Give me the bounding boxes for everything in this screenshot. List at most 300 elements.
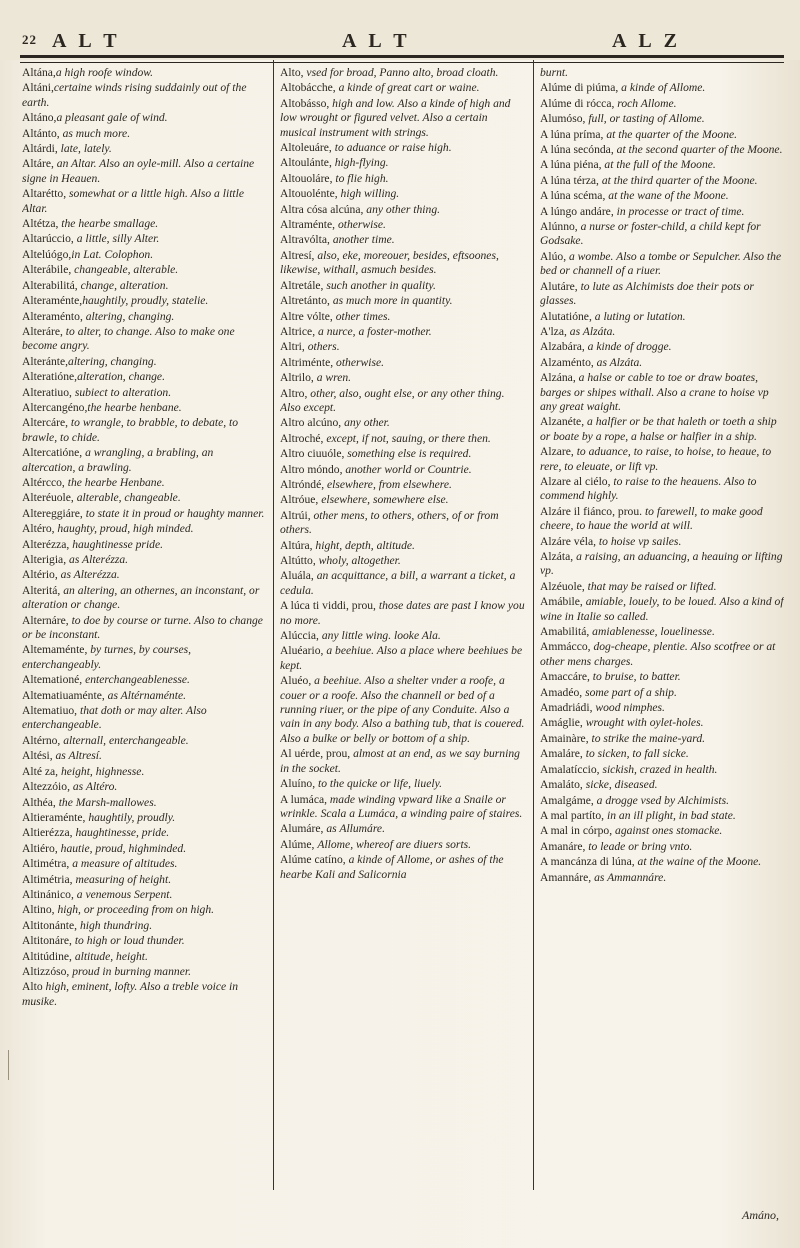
definition: as Ammannáre. bbox=[594, 870, 667, 884]
headword: Altretánto, bbox=[280, 294, 333, 308]
headword: Amainàre, bbox=[540, 731, 592, 745]
headword: Alteratióne, bbox=[22, 370, 78, 384]
headword: Aluéo, bbox=[280, 674, 315, 688]
definition: sicke, diseased. bbox=[585, 778, 658, 792]
definition: somewhat or a little high. Also a little Altar. bbox=[22, 187, 244, 215]
headword: Althéa, bbox=[22, 795, 59, 809]
headword: Altrice, bbox=[280, 324, 318, 338]
headword: Altieraménte, bbox=[22, 810, 89, 824]
dictionary-entry bbox=[280, 478, 526, 492]
definition: a wrangling, a brabling, an altercation, a brawling. bbox=[22, 446, 214, 474]
definition: a venemous Serpent. bbox=[76, 887, 173, 901]
dictionary-entry bbox=[280, 141, 526, 155]
headword: Alteritá, bbox=[22, 583, 64, 597]
headword: Altrilo, bbox=[280, 371, 317, 385]
headword: Alzanéte, bbox=[540, 415, 587, 429]
dictionary-entry bbox=[22, 263, 266, 277]
headword: Amábile, bbox=[540, 595, 586, 609]
dictionary-entry bbox=[540, 732, 784, 746]
definition: a wren. bbox=[316, 371, 352, 385]
headword: Altarétto, bbox=[22, 187, 70, 201]
catchword: Amáno, bbox=[742, 1208, 779, 1222]
headword: Al uérde, prou, bbox=[280, 747, 354, 761]
dictionary-entry bbox=[540, 280, 784, 309]
headword: Alumáre, bbox=[280, 822, 327, 836]
dictionary-entry bbox=[22, 826, 266, 840]
dictionary-entry bbox=[540, 550, 784, 579]
dictionary-entry bbox=[280, 233, 526, 247]
definition: to strike the maine-yard. bbox=[591, 731, 706, 745]
headword: Altércco, bbox=[22, 475, 68, 489]
dictionary-entry bbox=[280, 674, 526, 746]
definition: to bruise, to batter. bbox=[592, 670, 681, 684]
headword: Alúme, bbox=[280, 837, 318, 851]
headword: Alutatióne, bbox=[540, 309, 595, 323]
running-header bbox=[22, 32, 782, 54]
dictionary-entry bbox=[540, 356, 784, 370]
definition: altering, changing. bbox=[85, 309, 175, 323]
definition: some part of a ship. bbox=[585, 685, 677, 699]
definition: high and low. Also a kinde of high and low wrought or figured velvet. Also a certain musical instrument with strings. bbox=[280, 96, 511, 139]
definition: alteration, change. bbox=[77, 370, 165, 384]
definition: such another in quality. bbox=[326, 278, 436, 292]
definition: an Altar. Also an oyle-mill. Also a certaine signe in Heauen. bbox=[22, 157, 255, 185]
headword: Alterabilitá, bbox=[22, 278, 81, 292]
dictionary-entry bbox=[22, 522, 266, 536]
headword: Altra cósa alcúna, bbox=[280, 202, 367, 216]
dictionary-entry bbox=[540, 747, 784, 761]
headword: Alté za, bbox=[22, 764, 61, 778]
dictionary-entry bbox=[22, 857, 266, 871]
definition: in Lat. Colophon. bbox=[71, 247, 154, 261]
definition: certaine winds rising suddainly out of the earth. bbox=[22, 81, 247, 109]
dictionary-entry bbox=[280, 838, 526, 852]
dictionary-entry bbox=[22, 217, 266, 231]
headword: Altro alcúno, bbox=[280, 416, 345, 430]
header-center: A L T bbox=[342, 30, 411, 52]
dictionary-entry bbox=[22, 476, 266, 490]
headword: Altánto, bbox=[22, 126, 63, 140]
dictionary-entry bbox=[280, 629, 526, 643]
headword: Altrúi, bbox=[280, 508, 314, 522]
headword: Amannáre, bbox=[540, 870, 595, 884]
dictionary-entry bbox=[280, 310, 526, 324]
headword: Altierézza, bbox=[22, 826, 76, 840]
dictionary-entry bbox=[540, 81, 784, 95]
dictionary-entry bbox=[540, 128, 784, 142]
definition: height, highnesse. bbox=[60, 764, 145, 778]
definition: haughtily, proudly, statelie. bbox=[82, 294, 209, 308]
column-1 bbox=[22, 66, 266, 1226]
dictionary-entry bbox=[540, 174, 784, 188]
headword: Alzare, bbox=[540, 445, 577, 459]
dictionary-entry bbox=[280, 218, 526, 232]
dictionary-entry bbox=[22, 734, 266, 748]
dictionary-entry bbox=[280, 777, 526, 791]
definition: hautie, proud, highminded. bbox=[60, 841, 187, 855]
dictionary-entry bbox=[540, 371, 784, 414]
dictionary-entry bbox=[22, 568, 266, 582]
headword: Alteréuole, bbox=[22, 491, 77, 505]
headword: Alto bbox=[22, 980, 46, 994]
definition: a beehiue. Also a shelter vnder a roofe, a couer or a roofe. Also the channell or bed of a running riuer, or the pipe of any Conduite. Also a vain in any body. Also a bathing tub, that is couered. Also a bulke or belly or bottom of a ship. bbox=[280, 674, 525, 745]
headword: Altétza, bbox=[22, 217, 62, 231]
definition: as Alzáta. bbox=[569, 324, 616, 338]
headword: Alutáre, bbox=[540, 279, 581, 293]
dictionary-entry bbox=[22, 673, 266, 687]
definition: roch Allome. bbox=[617, 96, 677, 110]
definition: a beehiue. Also a place where beehiues be kept. bbox=[280, 644, 523, 672]
headword: Alterigia, bbox=[22, 553, 70, 566]
headword: Altro móndo, bbox=[280, 462, 346, 476]
definition: to flie high. bbox=[335, 171, 389, 185]
headword: Aluíno, bbox=[280, 777, 319, 791]
dictionary-entry bbox=[540, 716, 784, 730]
definition: a halse or cable to toe or draw boates, barges or shipes withall. Also a crane to hoise vp any great waight. bbox=[540, 371, 769, 413]
definition: as Alterézza. bbox=[60, 568, 120, 582]
headword: Altério, bbox=[22, 568, 61, 582]
headword: Altáno, bbox=[22, 111, 57, 125]
dictionary-entry bbox=[540, 340, 784, 354]
definition: a raising, an aduancing, a heauing or lifting vp. bbox=[540, 550, 783, 578]
headword: Alzaménto, bbox=[540, 355, 597, 369]
definition: measuring of height. bbox=[75, 872, 172, 886]
headword: Altriménte, bbox=[280, 355, 337, 369]
definition: a wombe. Also a tombe or Sepulcher. Also the bed or channell of a riuer. bbox=[540, 249, 782, 278]
definition: something else is required. bbox=[347, 447, 472, 461]
definition: a measure of altitudes. bbox=[72, 857, 178, 871]
dictionary-entry bbox=[540, 580, 784, 594]
headword: Amabilitá, bbox=[540, 625, 593, 639]
dictionary-entry bbox=[280, 747, 526, 776]
dictionary-entry bbox=[22, 370, 266, 384]
headword: Altinánico, bbox=[22, 887, 77, 901]
headword: Alúnno, bbox=[540, 220, 581, 234]
definition: as much more in quantity. bbox=[332, 294, 453, 308]
definition: to hoise vp sailes. bbox=[598, 534, 682, 548]
definition: high willing. bbox=[340, 187, 400, 201]
dictionary-entry bbox=[540, 701, 784, 715]
definition: amiablenesse, louelinesse. bbox=[592, 625, 715, 639]
headword: A lúna piéna, bbox=[540, 158, 605, 172]
definition: to the quicke or life, liuely. bbox=[318, 777, 442, 791]
dictionary-entry bbox=[280, 644, 526, 673]
headword: Alúme di piúma, bbox=[540, 81, 622, 95]
dictionary-entry bbox=[540, 415, 784, 444]
headword: A lúna térza, bbox=[540, 173, 602, 187]
headword: Alternáre, bbox=[22, 613, 72, 627]
definition: that doth or may alter. Also enterchangeable. bbox=[22, 704, 207, 732]
headword: A'lza, bbox=[540, 324, 570, 338]
headword: Altouoláre, bbox=[280, 171, 336, 185]
definition: a luting or lutation. bbox=[594, 309, 686, 323]
dictionary-entry bbox=[22, 873, 266, 887]
dictionary-entry bbox=[540, 809, 784, 823]
headword: Altereggiáre, bbox=[22, 506, 86, 520]
definition: the hearbe Henbane. bbox=[67, 475, 165, 489]
definition: at the wane of the Moone. bbox=[608, 189, 729, 203]
dictionary-entry bbox=[540, 640, 784, 669]
headword: Altoleuáre, bbox=[280, 141, 335, 155]
headword: Alzare al ciélo, bbox=[540, 474, 614, 488]
definition: changeable, alterable. bbox=[74, 263, 179, 277]
headword: A lúngo andáre, bbox=[540, 204, 617, 218]
definition: as Altérnaménte. bbox=[107, 688, 186, 702]
dictionary-entry bbox=[540, 205, 784, 219]
definition: in an ill plight, in bad state. bbox=[606, 808, 736, 822]
definition: at the quarter of the Moone. bbox=[606, 127, 738, 141]
definition: at the second quarter of the Moone. bbox=[616, 143, 783, 157]
headword: A lúna secónda, bbox=[540, 143, 617, 157]
definition: altering, changing. bbox=[68, 354, 157, 368]
definition: a high roofe window. bbox=[55, 66, 154, 79]
definition: to raise to the heauens. Also to commend highly. bbox=[540, 474, 757, 503]
headword: Amaláre, bbox=[540, 747, 586, 761]
definition: as Altresí. bbox=[55, 749, 102, 763]
headword: Altarúccio, bbox=[22, 232, 77, 246]
definition: another world or Countrie. bbox=[345, 462, 472, 476]
dictionary-entry bbox=[280, 416, 526, 430]
headword: Altitonánte, bbox=[22, 918, 80, 932]
headword: Altino, bbox=[22, 903, 58, 917]
headword: Altéro, bbox=[22, 522, 58, 536]
dictionary-entry bbox=[280, 447, 526, 461]
headword: Alterábile, bbox=[22, 263, 75, 277]
headword: Alteratiuo, bbox=[22, 385, 75, 399]
dictionary-entry bbox=[540, 871, 784, 885]
dictionary-entry bbox=[22, 157, 266, 186]
column-divider-1 bbox=[273, 60, 274, 1190]
dictionary-entry bbox=[22, 643, 266, 672]
definition: the hearbe henbane. bbox=[87, 400, 182, 414]
headword: Altitúdine, bbox=[22, 949, 75, 963]
dictionary-entry bbox=[540, 143, 784, 157]
definition: dog-cheape, plentie. Also scotfree or at other mens charges. bbox=[540, 640, 776, 668]
dictionary-entry bbox=[280, 356, 526, 370]
definition: the hearbe smallage. bbox=[61, 217, 159, 231]
dictionary-entry bbox=[22, 614, 266, 643]
dictionary-entry bbox=[280, 539, 526, 553]
dictionary-entry bbox=[22, 416, 266, 445]
dictionary-entry bbox=[540, 505, 784, 534]
headword: Altroché, bbox=[280, 431, 327, 445]
definition: high thundring. bbox=[79, 918, 153, 932]
definition: an acquittance, a bill, a warrant a ticket, a cedula. bbox=[280, 569, 516, 597]
headword: Altútto, bbox=[280, 554, 319, 567]
dictionary-entry bbox=[22, 919, 266, 933]
dictionary-entry bbox=[280, 371, 526, 385]
dictionary-entry bbox=[22, 81, 266, 110]
column-2 bbox=[280, 66, 526, 1226]
dictionary-entry bbox=[280, 172, 526, 186]
dictionary-entry bbox=[22, 325, 266, 354]
definition: elsewhere, somewhere else. bbox=[321, 493, 449, 507]
dictionary-entry bbox=[280, 569, 526, 598]
definition: alternall, enterchangeable. bbox=[63, 733, 189, 747]
header-left: A L T bbox=[52, 30, 121, 52]
dictionary-entry bbox=[280, 156, 526, 170]
definition: wrought with oylet-holes. bbox=[585, 716, 704, 730]
headword: Altróndé, bbox=[280, 477, 328, 491]
definition: as Altéro. bbox=[72, 780, 118, 794]
definition: a kinde of drogge. bbox=[587, 340, 672, 354]
headword: Altezzóio, bbox=[22, 780, 73, 794]
definition: a kinde of Allome. bbox=[621, 81, 706, 95]
headword: Aluála, bbox=[280, 569, 317, 583]
dictionary-entry bbox=[280, 279, 526, 293]
definition: to sicken, to fall sicke. bbox=[585, 747, 689, 761]
headword: Amalatíccio, bbox=[540, 762, 603, 776]
headword: Altáni, bbox=[22, 81, 54, 95]
dictionary-entry bbox=[540, 445, 784, 474]
definition: in processe or tract of time. bbox=[616, 204, 745, 218]
dictionary-entry bbox=[22, 888, 266, 902]
column-3 bbox=[540, 66, 784, 1226]
headword: Altána, bbox=[22, 66, 56, 79]
definition: subiect to alteration. bbox=[74, 385, 172, 399]
dictionary-entry bbox=[22, 386, 266, 400]
definition: also, eke, moreouer, besides, eftsoones, likewise, withall, asmuch besides. bbox=[280, 248, 499, 277]
dictionary-entry bbox=[22, 980, 266, 1009]
definition: a nurse or foster-child, a child kept for Godsake. bbox=[540, 220, 761, 248]
dictionary-entry bbox=[22, 704, 266, 733]
headword: Altemationé, bbox=[22, 673, 86, 687]
definition: high, or proceeding from on high. bbox=[57, 903, 215, 917]
definition: otherwise. bbox=[336, 355, 385, 369]
headword: Ammácco, bbox=[540, 640, 594, 654]
dictionary-entry bbox=[540, 686, 784, 700]
headword: A lúca ti viddi, prou, bbox=[280, 599, 379, 613]
definition: other times. bbox=[335, 309, 391, 323]
definition: to aduance, to raise, to hoise, to heaue, to rere, to eleuate, or lift vp. bbox=[540, 445, 772, 473]
dictionary-entry bbox=[22, 780, 266, 794]
definition: elsewhere, from elsewhere. bbox=[327, 477, 452, 491]
headword: Altobácche, bbox=[280, 81, 339, 95]
definition: by turnes, by courses, enterchangeably. bbox=[22, 643, 192, 671]
definition: as Allumáre. bbox=[326, 822, 385, 836]
dictionary-entry bbox=[280, 853, 526, 882]
header-right: A L Z bbox=[612, 30, 681, 52]
definition: a pleasant gale of wind. bbox=[56, 111, 168, 125]
headword: Altróue, bbox=[280, 493, 322, 507]
definition: against ones stomacke. bbox=[615, 824, 723, 838]
headword: Altizzóso, bbox=[22, 964, 73, 978]
dictionary-entry bbox=[280, 294, 526, 308]
definition: change, alteration. bbox=[80, 278, 169, 292]
definition: a kinde of great cart or waine. bbox=[338, 81, 480, 95]
dictionary-entry bbox=[22, 446, 266, 475]
dictionary-entry bbox=[280, 187, 526, 201]
definition: to leade or bring vnto. bbox=[588, 839, 693, 853]
headword: Altési, bbox=[22, 749, 56, 763]
definition: to state it in proud or haughty manner. bbox=[85, 506, 265, 520]
headword: Amadriádi, bbox=[540, 701, 596, 715]
definition: to alter, to change. Also to make one become angry. bbox=[22, 324, 235, 353]
headword: Altáre, bbox=[22, 157, 57, 171]
dictionary-entry bbox=[280, 387, 526, 416]
headword: Altematiuaménte, bbox=[22, 688, 108, 702]
definition: others. bbox=[307, 340, 340, 354]
headword: Amaláto, bbox=[540, 778, 586, 792]
definition: another time. bbox=[332, 233, 395, 247]
definition: proud in burning manner. bbox=[72, 964, 191, 978]
dictionary-entry bbox=[22, 934, 266, 948]
headword: A lúna scéma, bbox=[540, 189, 609, 203]
dictionary-entry bbox=[540, 158, 784, 172]
definition: except, if not, sauing, or there then. bbox=[326, 431, 491, 445]
definition: as much more. bbox=[62, 126, 131, 140]
headword: Amanáre, bbox=[540, 839, 589, 853]
headword: Altérno, bbox=[22, 733, 64, 747]
headword: Altimétra, bbox=[22, 857, 73, 871]
definition: the Marsh-mallowes. bbox=[58, 795, 157, 809]
definition: alterable, changeable. bbox=[76, 491, 181, 505]
headword: Altoulánte, bbox=[280, 156, 335, 170]
headword: Alúccia, bbox=[280, 629, 322, 643]
definition: haughtily, proudly. bbox=[88, 810, 176, 824]
dictionary-entry bbox=[540, 595, 784, 624]
dictionary-entry bbox=[540, 855, 784, 869]
definition: a nurce, a foster-mother. bbox=[318, 324, 432, 338]
headword: Altro ciuuóle, bbox=[280, 447, 348, 461]
definition: any little wing. looke Ala. bbox=[321, 629, 441, 643]
definition: to high or loud thunder. bbox=[74, 934, 185, 948]
dictionary-entry bbox=[280, 793, 526, 822]
dictionary-entry bbox=[22, 66, 266, 80]
headword: Alzáta, bbox=[540, 550, 577, 563]
dictionary-entry bbox=[22, 491, 266, 505]
dictionary-entry bbox=[540, 625, 784, 639]
headword: Amáglie, bbox=[540, 716, 586, 730]
headword: Altelúógo, bbox=[22, 247, 72, 261]
headword: Altre vólte, bbox=[280, 309, 336, 323]
headword: A lumáca, bbox=[280, 792, 330, 806]
dictionary-entry bbox=[540, 325, 784, 339]
definition: altitude, height. bbox=[74, 949, 148, 963]
definition: to lute as Alchimists doe their pots or glasses. bbox=[540, 279, 754, 308]
dictionary-entry bbox=[540, 778, 784, 792]
headword: Altercáre, bbox=[22, 416, 71, 430]
dictionary-entry bbox=[280, 203, 526, 217]
dictionary-entry bbox=[280, 97, 526, 140]
dictionary-entry bbox=[540, 112, 784, 126]
dictionary-entry bbox=[280, 599, 526, 628]
headword: Amaccáre, bbox=[540, 670, 593, 684]
headword: Alteraménto, bbox=[22, 309, 86, 323]
headword: Alteráre, bbox=[22, 324, 66, 338]
definition: at the full of the Moone. bbox=[604, 158, 716, 172]
definition: at the third quarter of the Moone. bbox=[601, 173, 758, 187]
dictionary-entry bbox=[280, 325, 526, 339]
dictionary-entry bbox=[22, 127, 266, 141]
dictionary-entry bbox=[22, 248, 266, 262]
definition: burnt. bbox=[540, 66, 569, 79]
definition: to farewell, to make good cheere, to haue the world at will. bbox=[540, 504, 763, 533]
dictionary-entry bbox=[540, 66, 784, 80]
dictionary-entry bbox=[22, 903, 266, 917]
headword: Altravólta, bbox=[280, 233, 333, 247]
dictionary-entry bbox=[22, 310, 266, 324]
definition: that may be raised or lifted. bbox=[587, 579, 717, 593]
dictionary-entry bbox=[540, 310, 784, 324]
page-number: 22 bbox=[22, 32, 37, 47]
definition: wood nimphes. bbox=[595, 701, 665, 715]
dictionary-entry bbox=[280, 463, 526, 477]
headword: Altouolénte, bbox=[280, 187, 341, 201]
dictionary-entry bbox=[280, 493, 526, 507]
dictionary-entry bbox=[22, 765, 266, 779]
headword: Aluéario, bbox=[280, 644, 327, 658]
